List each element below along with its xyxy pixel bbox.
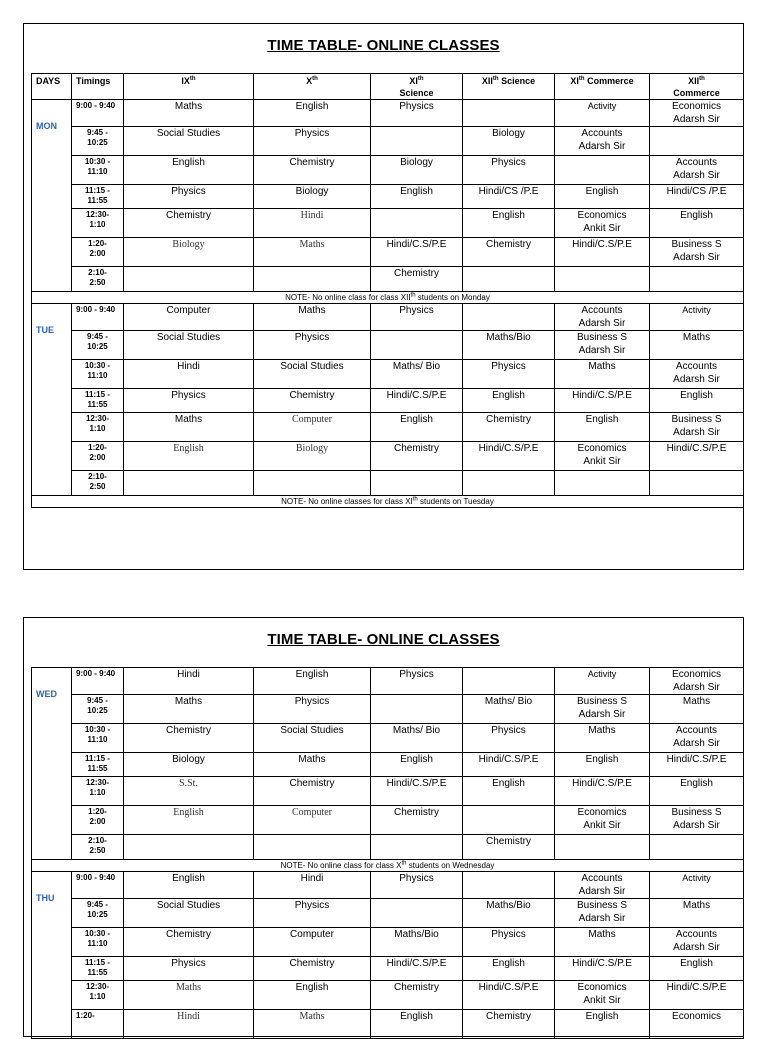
subject-cell-x: English bbox=[254, 668, 371, 695]
table-row bbox=[32, 100, 744, 127]
timetable-grid bbox=[31, 73, 744, 508]
subject-cell-xi-commerce: Economics Ankit Sir bbox=[555, 209, 650, 238]
subject-cell-ix: English bbox=[124, 806, 254, 835]
time-slot-cell: 12:30- 1:10 bbox=[72, 777, 124, 806]
subject-cell-ix: Hindi bbox=[124, 1010, 254, 1039]
timetable-grid bbox=[31, 667, 744, 1039]
subject-cell-xii-science: Chemistry bbox=[463, 1010, 555, 1039]
subject-cell-xii-commerce: Activity bbox=[650, 872, 744, 899]
table-row bbox=[32, 957, 744, 981]
subject-cell-ix: Maths bbox=[124, 413, 254, 442]
subject-cell-ix: Physics bbox=[124, 185, 254, 209]
subject-cell-xii-science: Physics bbox=[463, 156, 555, 185]
subject-cell-x: English bbox=[254, 981, 371, 1010]
table-row bbox=[32, 156, 744, 185]
note-text: NOTE- No online class for class XIIth students on Monday bbox=[32, 292, 744, 304]
subject-cell-xi-commerce: Economics Ankit Sir bbox=[555, 981, 650, 1010]
subject-cell-xii-commerce: Accounts Adarsh Sir bbox=[650, 724, 744, 753]
subject-cell-x: Chemistry bbox=[254, 156, 371, 185]
subject-cell-xi-commerce: English bbox=[555, 185, 650, 209]
subject-cell-xi-commerce: Business S Adarsh Sir bbox=[555, 331, 650, 360]
subject-cell-xii-science: English bbox=[463, 209, 555, 238]
time-slot-cell: 9:45 - 10:25 bbox=[72, 127, 124, 156]
subject-cell-ix: Biology bbox=[124, 238, 254, 267]
day-label-text: WED bbox=[36, 689, 57, 699]
day-label-text: TUE bbox=[36, 325, 54, 335]
subject-cell-ix: Maths bbox=[124, 981, 254, 1010]
subject-cell-xi-commerce: Economics Ankit Sir bbox=[555, 442, 650, 471]
subject-cell-x: Physics bbox=[254, 331, 371, 360]
subject-cell-xii-commerce: Maths bbox=[650, 695, 744, 724]
day-label-text: MON bbox=[36, 121, 57, 131]
subject-cell-ix: Hindi bbox=[124, 668, 254, 695]
subject-cell-x: Maths bbox=[254, 304, 371, 331]
subject-cell-xi-science: English bbox=[371, 1010, 463, 1039]
time-slot-cell: 11:15 - 11:55 bbox=[72, 957, 124, 981]
subject-cell-x: Chemistry bbox=[254, 957, 371, 981]
subject-cell-xi-commerce bbox=[555, 156, 650, 185]
subject-cell-x: English bbox=[254, 100, 371, 127]
table-row bbox=[32, 442, 744, 471]
subject-cell-x: Hindi bbox=[254, 872, 371, 899]
subject-cell-ix: Social Studies bbox=[124, 331, 254, 360]
subject-cell-xi-commerce: Accounts Adarsh Sir bbox=[555, 872, 650, 899]
time-slot-cell: 9:45 - 10:25 bbox=[72, 331, 124, 360]
subject-cell-xi-commerce: Maths bbox=[555, 360, 650, 389]
subject-cell-xi-science: Physics bbox=[371, 304, 463, 331]
day-label-thu bbox=[32, 872, 72, 1039]
subject-cell-ix: Chemistry bbox=[124, 724, 254, 753]
subject-cell-xi-science: Chemistry bbox=[371, 267, 463, 292]
subject-cell-xi-commerce: Activity bbox=[555, 100, 650, 127]
table-row bbox=[32, 724, 744, 753]
subject-cell-xi-commerce: Hindi/C.S/P.E bbox=[555, 389, 650, 413]
col-header-xi-science: XIth Science bbox=[371, 74, 463, 100]
note-row bbox=[32, 860, 744, 872]
subject-cell-xi-commerce: Accounts Adarsh Sir bbox=[555, 304, 650, 331]
subject-cell-xi-science: Hindi/C.S/P.E bbox=[371, 777, 463, 806]
time-slot-cell: 11:15 - 11:55 bbox=[72, 753, 124, 777]
col-header-xi-commerce: XIth Commerce bbox=[555, 74, 650, 100]
subject-cell-ix: Social Studies bbox=[124, 899, 254, 928]
subject-cell-xii-science: Physics bbox=[463, 724, 555, 753]
time-slot-cell: 9:00 - 9:40 bbox=[72, 668, 124, 695]
time-slot-cell: 2:10- 2:50 bbox=[72, 471, 124, 496]
table-row bbox=[32, 753, 744, 777]
time-slot-cell: 10:30 - 11:10 bbox=[72, 156, 124, 185]
time-slot-cell: 9:00 - 9:40 bbox=[72, 872, 124, 899]
subject-cell-x: Hindi bbox=[254, 209, 371, 238]
time-slot-cell: 1:20- 2:00 bbox=[72, 238, 124, 267]
subject-cell-ix: Social Studies bbox=[124, 127, 254, 156]
subject-cell-xii-science: Hindi/C.S/P.E bbox=[463, 981, 555, 1010]
subject-cell-xi-science bbox=[371, 471, 463, 496]
time-slot-cell: 1:20- 2:00 bbox=[72, 442, 124, 471]
time-slot-cell: 11:15 - 11:55 bbox=[72, 389, 124, 413]
subject-cell-xii-science: Chemistry bbox=[463, 413, 555, 442]
subject-cell-xii-commerce: Business S Adarsh Sir bbox=[650, 806, 744, 835]
subject-cell-x: Physics bbox=[254, 127, 371, 156]
page-title: TIME TABLE- ONLINE CLASSES bbox=[267, 37, 500, 54]
subject-cell-xii-science: English bbox=[463, 777, 555, 806]
time-slot-cell: 10:30 - 11:10 bbox=[72, 360, 124, 389]
subject-cell-xi-science: English bbox=[371, 753, 463, 777]
col-header-xii-commerce: XIIth Commerce bbox=[650, 74, 744, 100]
subject-cell-xii-science bbox=[463, 100, 555, 127]
subject-cell-xii-science: English bbox=[463, 389, 555, 413]
subject-cell-ix: English bbox=[124, 872, 254, 899]
subject-cell-xi-commerce: Hindi/C.S/P.E bbox=[555, 777, 650, 806]
subject-cell-xii-science: Maths/ Bio bbox=[463, 695, 555, 724]
subject-cell-xii-science: English bbox=[463, 957, 555, 981]
subject-cell-xii-commerce: Maths bbox=[650, 331, 744, 360]
subject-cell-ix: English bbox=[124, 442, 254, 471]
subject-cell-xi-commerce: Activity bbox=[555, 668, 650, 695]
table-row bbox=[32, 389, 744, 413]
time-slot-cell: 9:00 - 9:40 bbox=[72, 304, 124, 331]
subject-cell-xi-commerce: English bbox=[555, 753, 650, 777]
subject-cell-xi-science: Chemistry bbox=[371, 981, 463, 1010]
col-header-days: DAYS bbox=[32, 74, 72, 100]
subject-cell-xii-commerce: English bbox=[650, 957, 744, 981]
subject-cell-xii-science: Hindi/CS /P.E bbox=[463, 185, 555, 209]
subject-cell-x: Maths bbox=[254, 238, 371, 267]
subject-cell-xii-commerce: Activity bbox=[650, 304, 744, 331]
table-row bbox=[32, 806, 744, 835]
subject-cell-xi-science: Physics bbox=[371, 872, 463, 899]
subject-cell-xii-science bbox=[463, 471, 555, 496]
subject-cell-xii-commerce: English bbox=[650, 777, 744, 806]
subject-cell-x: Social Studies bbox=[254, 724, 371, 753]
subject-cell-ix: Physics bbox=[124, 957, 254, 981]
page-title: TIME TABLE- ONLINE CLASSES bbox=[267, 631, 500, 648]
time-slot-cell: 12:30- 1:10 bbox=[72, 981, 124, 1010]
subject-cell-xii-science: Maths/Bio bbox=[463, 331, 555, 360]
subject-cell-xi-science bbox=[371, 899, 463, 928]
day-block-mon bbox=[32, 100, 744, 304]
subject-cell-xi-science: Maths/Bio bbox=[371, 928, 463, 957]
subject-cell-xii-commerce: English bbox=[650, 389, 744, 413]
subject-cell-ix: Biology bbox=[124, 753, 254, 777]
col-header-xii-science: XIIth Science bbox=[463, 74, 555, 100]
subject-cell-xii-commerce bbox=[650, 267, 744, 292]
day-label-tue bbox=[32, 304, 72, 496]
col-header-x: Xth bbox=[254, 74, 371, 100]
subject-cell-xii-science: Biology bbox=[463, 127, 555, 156]
subject-cell-x: Physics bbox=[254, 899, 371, 928]
note-text: NOTE- No online classes for class XIth students on Tuesday bbox=[32, 496, 744, 508]
subject-cell-xi-science: Hindi/C.S/P.E bbox=[371, 957, 463, 981]
table-row bbox=[32, 695, 744, 724]
subject-cell-ix bbox=[124, 471, 254, 496]
subject-cell-ix bbox=[124, 835, 254, 860]
subject-cell-xii-science: Physics bbox=[463, 360, 555, 389]
subject-cell-xii-commerce: Business S Adarsh Sir bbox=[650, 238, 744, 267]
subject-cell-ix: S.St. bbox=[124, 777, 254, 806]
subject-cell-xi-commerce: Accounts Adarsh Sir bbox=[555, 127, 650, 156]
subject-cell-xii-science: Hindi/C.S/P.E bbox=[463, 753, 555, 777]
day-block-tue bbox=[32, 304, 744, 508]
time-slot-cell: 9:00 - 9:40 bbox=[72, 100, 124, 127]
day-block-wed bbox=[32, 668, 744, 872]
subject-cell-xii-commerce: Maths bbox=[650, 899, 744, 928]
table-row bbox=[32, 872, 744, 899]
col-header-timings: Timings bbox=[72, 74, 124, 100]
subject-cell-x: Computer bbox=[254, 928, 371, 957]
subject-cell-xii-science bbox=[463, 304, 555, 331]
subject-cell-ix: Maths bbox=[124, 100, 254, 127]
subject-cell-xi-commerce: Hindi/C.S/P.E bbox=[555, 238, 650, 267]
subject-cell-xi-science: English bbox=[371, 185, 463, 209]
table-row bbox=[32, 835, 744, 860]
table-row bbox=[32, 331, 744, 360]
table-row bbox=[32, 127, 744, 156]
subject-cell-x: Maths bbox=[254, 753, 371, 777]
table-row bbox=[32, 668, 744, 695]
subject-cell-xii-science bbox=[463, 267, 555, 292]
subject-cell-xi-commerce: English bbox=[555, 1010, 650, 1039]
subject-cell-x bbox=[254, 471, 371, 496]
note-row bbox=[32, 292, 744, 304]
time-slot-cell: 1:20- bbox=[72, 1010, 124, 1039]
subject-cell-xi-science bbox=[371, 331, 463, 360]
subject-cell-xii-commerce: Economics bbox=[650, 1010, 744, 1039]
day-block-thu bbox=[32, 872, 744, 1039]
subject-cell-ix bbox=[124, 267, 254, 292]
subject-cell-ix: Hindi bbox=[124, 360, 254, 389]
table-row bbox=[32, 413, 744, 442]
subject-cell-x: Social Studies bbox=[254, 360, 371, 389]
subject-cell-xi-commerce bbox=[555, 835, 650, 860]
time-slot-cell: 10:30 - 11:10 bbox=[72, 724, 124, 753]
subject-cell-xi-science: Physics bbox=[371, 668, 463, 695]
subject-cell-xii-science bbox=[463, 806, 555, 835]
subject-cell-x: Chemistry bbox=[254, 777, 371, 806]
subject-cell-xii-science: Chemistry bbox=[463, 238, 555, 267]
subject-cell-xii-science bbox=[463, 872, 555, 899]
subject-cell-xi-science: Chemistry bbox=[371, 442, 463, 471]
subject-cell-xii-commerce: Hindi/C.S/P.E bbox=[650, 753, 744, 777]
subject-cell-xii-commerce: Hindi/C.S/P.E bbox=[650, 981, 744, 1010]
subject-cell-x bbox=[254, 267, 371, 292]
subject-cell-xi-commerce bbox=[555, 267, 650, 292]
subject-cell-xi-science: Maths/ Bio bbox=[371, 360, 463, 389]
subject-cell-ix: Physics bbox=[124, 389, 254, 413]
subject-cell-xii-commerce: Hindi/CS /P.E bbox=[650, 185, 744, 209]
subject-cell-ix: Computer bbox=[124, 304, 254, 331]
header-row bbox=[32, 74, 744, 100]
subject-cell-xi-commerce: Economics Ankit Sir bbox=[555, 806, 650, 835]
subject-cell-xii-commerce: Hindi/C.S/P.E bbox=[650, 442, 744, 471]
subject-cell-xi-commerce: English bbox=[555, 413, 650, 442]
subject-cell-x bbox=[254, 835, 371, 860]
time-slot-cell: 11:15 - 11:55 bbox=[72, 185, 124, 209]
subject-cell-x: Computer bbox=[254, 806, 371, 835]
subject-cell-xi-science bbox=[371, 695, 463, 724]
subject-cell-xii-commerce: Economics Adarsh Sir bbox=[650, 668, 744, 695]
subject-cell-xi-commerce: Maths bbox=[555, 724, 650, 753]
day-label-text: THU bbox=[36, 893, 55, 903]
time-slot-cell: 1:20- 2:00 bbox=[72, 806, 124, 835]
table-row bbox=[32, 185, 744, 209]
time-slot-cell: 12:30- 1:10 bbox=[72, 413, 124, 442]
subject-cell-xi-science: Maths/ Bio bbox=[371, 724, 463, 753]
subject-cell-xi-commerce: Maths bbox=[555, 928, 650, 957]
subject-cell-xii-science: Chemistry bbox=[463, 835, 555, 860]
subject-cell-xi-science: Chemistry bbox=[371, 806, 463, 835]
day-label-mon bbox=[32, 100, 72, 292]
subject-cell-x: Maths bbox=[254, 1010, 371, 1039]
table-row bbox=[32, 304, 744, 331]
day-label-wed bbox=[32, 668, 72, 860]
note-text: NOTE- No online class for class Xth students on Wednesday bbox=[32, 860, 744, 872]
subject-cell-xi-science: Hindi/C.S/P.E bbox=[371, 238, 463, 267]
subject-cell-xi-commerce: Business S Adarsh Sir bbox=[555, 899, 650, 928]
time-slot-cell: 10:30 - 11:10 bbox=[72, 928, 124, 957]
subject-cell-xi-commerce: Hindi/C.S/P.E bbox=[555, 957, 650, 981]
subject-cell-xi-science: Biology bbox=[371, 156, 463, 185]
subject-cell-x: Computer bbox=[254, 413, 371, 442]
table-row bbox=[32, 1010, 744, 1039]
subject-cell-xi-science: Physics bbox=[371, 100, 463, 127]
time-slot-cell: 9:45 - 10:25 bbox=[72, 899, 124, 928]
subject-cell-ix: Chemistry bbox=[124, 209, 254, 238]
subject-cell-x: Biology bbox=[254, 442, 371, 471]
subject-cell-xii-science: Hindi/C.S/P.E bbox=[463, 442, 555, 471]
subject-cell-xii-commerce: English bbox=[650, 209, 744, 238]
subject-cell-xii-commerce: Accounts Adarsh Sir bbox=[650, 360, 744, 389]
subject-cell-xii-commerce: Economics Adarsh Sir bbox=[650, 100, 744, 127]
subject-cell-xii-science: Physics bbox=[463, 928, 555, 957]
subject-cell-xii-commerce bbox=[650, 127, 744, 156]
timetable-page-1 bbox=[23, 23, 744, 570]
subject-cell-xii-science: Maths/Bio bbox=[463, 899, 555, 928]
table-row bbox=[32, 777, 744, 806]
subject-cell-xi-science bbox=[371, 127, 463, 156]
subject-cell-ix: English bbox=[124, 156, 254, 185]
timetable-page-2 bbox=[23, 617, 744, 1037]
table-row bbox=[32, 360, 744, 389]
time-slot-cell: 2:10- 2:50 bbox=[72, 267, 124, 292]
table-row bbox=[32, 981, 744, 1010]
subject-cell-xii-commerce: Accounts Adarsh Sir bbox=[650, 156, 744, 185]
table-row bbox=[32, 209, 744, 238]
subject-cell-xii-commerce bbox=[650, 471, 744, 496]
subject-cell-ix: Chemistry bbox=[124, 928, 254, 957]
table-row bbox=[32, 471, 744, 496]
subject-cell-xi-science bbox=[371, 835, 463, 860]
subject-cell-xii-commerce: Business S Adarsh Sir bbox=[650, 413, 744, 442]
time-slot-cell: 9:45 - 10:25 bbox=[72, 695, 124, 724]
table-row bbox=[32, 238, 744, 267]
subject-cell-xii-commerce: Accounts Adarsh Sir bbox=[650, 928, 744, 957]
subject-cell-x: Physics bbox=[254, 695, 371, 724]
subject-cell-xi-science bbox=[371, 209, 463, 238]
subject-cell-xi-commerce: Business S Adarsh Sir bbox=[555, 695, 650, 724]
subject-cell-xi-commerce bbox=[555, 471, 650, 496]
subject-cell-xii-commerce bbox=[650, 835, 744, 860]
subject-cell-xi-science: Hindi/C.S/P.E bbox=[371, 389, 463, 413]
time-slot-cell: 12:30- 1:10 bbox=[72, 209, 124, 238]
subject-cell-xi-science: English bbox=[371, 413, 463, 442]
note-row bbox=[32, 496, 744, 508]
col-header-ix: IXth bbox=[124, 74, 254, 100]
table-row bbox=[32, 928, 744, 957]
subject-cell-x: Biology bbox=[254, 185, 371, 209]
subject-cell-xii-science bbox=[463, 668, 555, 695]
subject-cell-x: Chemistry bbox=[254, 389, 371, 413]
subject-cell-ix: Maths bbox=[124, 695, 254, 724]
table-row bbox=[32, 267, 744, 292]
table-row bbox=[32, 899, 744, 928]
time-slot-cell: 2:10- 2:50 bbox=[72, 835, 124, 860]
